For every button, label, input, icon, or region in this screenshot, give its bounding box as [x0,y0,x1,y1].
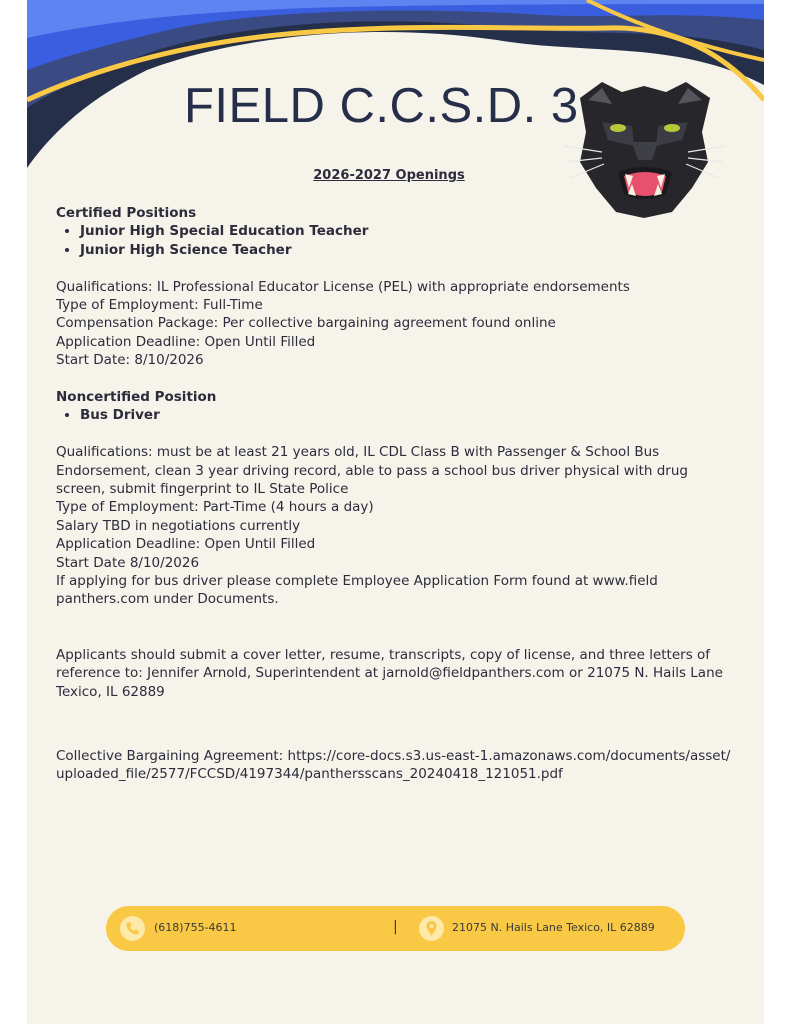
cba-link-text: Collective Bargaining Agreement: https://core-docs.s3.us-east-1.amazonaws.com/documents/asset/uploaded_file/2577/FCCSD/4197344/panthersscans_20240418_121051.pdf [56,747,731,783]
noncertified-heading: Noncertified Position [56,389,217,406]
bus-driver-application-note: If applying for bus driver please complete Employee Application Form found at www.field panthers.com under Documents. [56,573,658,608]
application-instructions: Applicants should submit a cover letter, resume, transcripts, copy of license, and three letters of reference to: Jennifer Arnold, Superintendent at jarnold@fieldpanthers.com or 21075 N. Hails Lane Texico, IL 62889 [56,646,723,700]
noncertified-salary: Salary TBD in negotiations currently [56,517,301,534]
noncertified-qualifications: Qualifications: must be at least 21 years old, IL CDL Class B with Passenger & School Bus Endorsement, clean 3 year driving record, able to pass a school bus driver physical with drug screen, submit fingerprint to IL State Police [56,444,688,498]
job-postings [56,204,736,784]
noncertified-positions-list [56,406,736,424]
certified-heading: Certified Positions [56,205,197,221]
certified-employment-type: Type of Employment: Full-Time [56,297,263,314]
district-title: FIELD C.C.S.D. 3 [184,79,579,133]
list-item: • Junior High Science Teacher [80,241,736,259]
footer-separator: | [393,919,398,935]
flyer-page [27,0,764,1024]
phone-number: (618)755-4611 [154,921,237,934]
list-item: • Bus Driver [80,406,736,424]
certified-deadline: Application Deadline: Open Until Filled [56,333,316,350]
location-pin-icon [419,916,444,941]
certified-start-date: Start Date: 8/10/2026 [56,352,204,369]
openings-heading: 2026-2027 Openings [313,168,465,183]
panther-mascot-logo [562,70,727,220]
certified-qualifications: Qualifications: IL Professional Educator License (PEL) with appropriate endorsements [56,278,630,295]
noncertified-start-date: Start Date 8/10/2026 [56,554,200,571]
phone-icon [120,916,145,941]
certified-compensation: Compensation Package: Per collective bargaining agreement found online [56,315,556,332]
list-item: • Junior High Special Education Teacher [80,222,736,240]
contact-footer [106,906,685,951]
noncertified-employment-type: Type of Employment: Part-Time (4 hours a day) [56,499,374,516]
certified-positions-list [56,222,736,259]
noncertified-deadline: Application Deadline: Open Until Filled [56,536,316,553]
footer-address: 21075 N. Hails Lane Texico, IL 62889 [452,921,655,934]
